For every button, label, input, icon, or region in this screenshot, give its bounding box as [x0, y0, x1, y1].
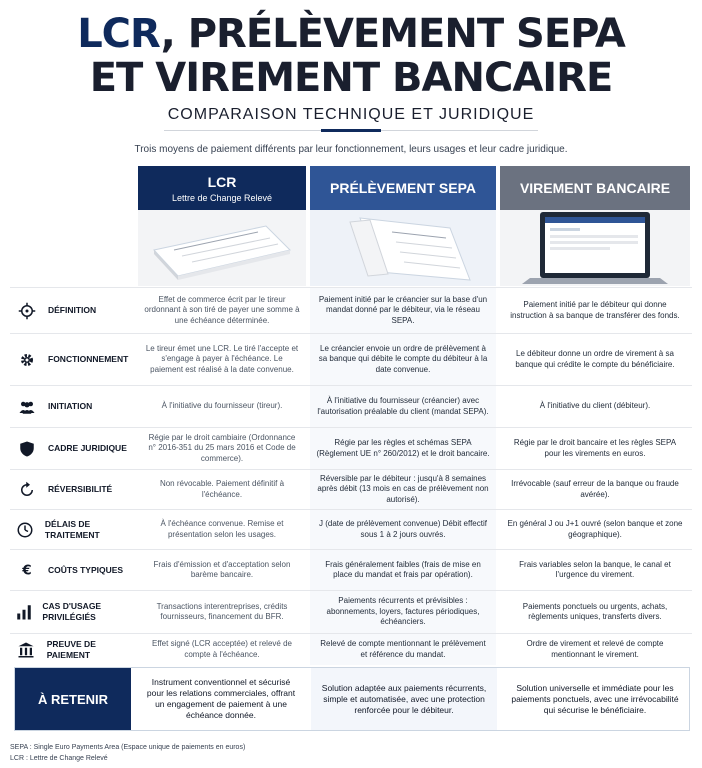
- key-takeaway-virement-text: Solution universelle et immédiate pour les paiements ponctuels, avec une irrévocabilité qui sécurise le bénéficiaire.: [511, 682, 679, 715]
- cell-lcr-text: À l'initiative du fournisseur (tireur).: [161, 401, 283, 411]
- cell-sepa-text: Paiements récurrents et prévisibles : abonnements, loyers, factures périodiques, échéanciers.: [326, 596, 480, 627]
- page-subtitle: COMPARAISON TECHNIQUE ET JURIDIQUE: [167, 106, 535, 123]
- cell-sepa-text: Frais généralement faibles (frais de mise en place du mandat et frais par opération).: [325, 559, 481, 579]
- laptop-illustration: [500, 210, 690, 286]
- table-row: [10, 633, 692, 665]
- cell-lcr-text: Effet signé (LCR acceptée) et relevé de compte à l'échéance.: [152, 639, 292, 659]
- cell-virement: [500, 428, 690, 469]
- cell-virement-text: Paiements ponctuels ou urgents, achats, règlements uniques, transferts divers.: [522, 601, 668, 621]
- table-row: [10, 333, 692, 385]
- cell-virement-text: Irrévocable (sauf erreur de la banque ou fraude avérée).: [511, 479, 679, 499]
- cell-virement: [500, 334, 690, 385]
- row-label-text: CAS D'USAGE PRIVILÉGIÉS: [42, 601, 102, 622]
- table-row: [10, 287, 692, 333]
- key-takeaway-lcr: [135, 668, 307, 730]
- bar-chart-icon: [10, 603, 38, 621]
- footnote-lcr: LCR : Lettre de Change Relevé: [10, 755, 108, 762]
- cell-virement-text: Le débiteur donne un ordre de virement à sa banque qui crédite le compte du bénéficiaire.: [515, 349, 675, 369]
- row-label: [10, 334, 138, 385]
- cell-lcr: [138, 288, 306, 333]
- intro-text: Trois moyens de paiement différents par leur fonctionnement, leurs usages et leur cadre juridique.: [134, 144, 568, 155]
- table-row: [10, 427, 692, 469]
- row-label-text: FONCTIONNEMENT: [48, 354, 129, 364]
- table-row: [10, 509, 692, 549]
- sepa-mandate-illustration: [310, 210, 496, 286]
- cell-sepa: [310, 634, 496, 665]
- cell-sepa: [310, 470, 496, 509]
- table-row: [10, 590, 692, 633]
- cell-virement: [500, 634, 690, 665]
- crosshair-icon: [10, 302, 44, 320]
- table-row: [10, 549, 692, 590]
- cell-lcr-text: Transactions interentreprises, crédits fournisseurs, financement du BFR.: [156, 601, 288, 621]
- cell-lcr-text: Effet de commerce écrit par le tireur ordonnant à son tiré de payer une somme à une échéance déterminée.: [144, 294, 300, 325]
- cell-sepa-text: À l'initiative du fournisseur (créancier) avec l'autorisation préalable du client (mandat SEPA).: [317, 396, 489, 416]
- cell-virement: [500, 386, 690, 427]
- page-title: [0, 12, 702, 56]
- row-label-text: PREUVE DE PAIEMENT: [46, 638, 96, 660]
- cell-sepa-text: Paiement initié par le créancier sur la base d'un mandat donné par le débiteur, via le réseau SEPA.: [318, 294, 488, 325]
- title-block: [0, 12, 702, 124]
- row-label-text: DÉLAIS DE TRAITEMENT: [44, 518, 100, 540]
- cell-virement-text: Paiement initié par le débiteur qui donne instruction à sa banque de transférer des fonds.: [510, 300, 680, 320]
- cell-sepa: [310, 550, 496, 590]
- cell-lcr: [138, 510, 306, 549]
- row-label: [10, 386, 138, 427]
- cell-lcr-text: Le tireur émet une LCR. Le tiré l'accepte et s'engage à payer à l'échéance. Le paiement est réalisé à la date convenue.: [145, 343, 299, 374]
- cell-sepa-text: J (date de prélèvement convenue) Débit effectif sous 1 à 2 jours ouvrés.: [319, 519, 487, 539]
- cell-lcr: [138, 386, 306, 427]
- bank-icon: [10, 641, 43, 659]
- row-label: [10, 288, 138, 333]
- table-row: [10, 385, 692, 427]
- row-label: [10, 591, 138, 633]
- cell-lcr-text: À l'échéance convenue. Remise et présentation selon les usages.: [160, 519, 284, 539]
- cell-virement-text: Ordre de virement et relevé de compte mentionnant le virement.: [526, 639, 664, 659]
- column-header-virement: [500, 166, 690, 210]
- gear-icon: [10, 351, 44, 369]
- key-takeaway-sepa-text: Solution adaptée aux paiements récurrents, simple et automatisée, avec une protection renforcée pour le débiteur.: [321, 682, 487, 715]
- cell-virement: [500, 550, 690, 590]
- row-label-text: DÉFINITION: [48, 305, 97, 315]
- row-label-text: CADRE JURIDIQUE: [48, 443, 127, 453]
- table-row: [10, 469, 692, 509]
- page-title-line2: ET VIREMENT BANCAIRE: [89, 55, 613, 101]
- column-header-sepa: [310, 166, 496, 210]
- title-accent: LCR: [77, 11, 161, 57]
- cell-virement: [500, 470, 690, 509]
- row-label-text: INITIATION: [48, 401, 93, 411]
- key-takeaway-label: À RETENIR: [15, 668, 131, 730]
- cell-virement-text: En général J ou J+1 ouvré (selon banque et zone géographique).: [507, 519, 683, 539]
- key-takeaway-lcr-text: Instrument conventionnel et sécurisé pour les relations commerciales, offrant un engagement de paiement à une échéance donnée.: [146, 677, 296, 720]
- cell-sepa-text: Réversible par le débiteur : jusqu'à 8 semaines après débit (13 mois en cas de prélèvement non autorisé).: [317, 473, 489, 504]
- cell-virement-text: À l'initiative du client (débiteur).: [539, 401, 651, 411]
- shield-icon: [10, 440, 44, 458]
- cell-lcr: [138, 334, 306, 385]
- key-takeaway-sepa: [311, 668, 497, 730]
- users-icon: [10, 398, 44, 416]
- cell-sepa: [310, 591, 496, 633]
- row-label-text: COÛTS TYPIQUES: [48, 564, 124, 575]
- cell-lcr: [138, 591, 306, 633]
- column-title-lcr: LCR: [207, 174, 237, 190]
- cell-lcr: [138, 470, 306, 509]
- cell-virement: [500, 591, 690, 633]
- euro-icon: [10, 561, 44, 579]
- refresh-icon: [10, 481, 44, 499]
- cell-sepa-text: Relevé de compte mentionnant le prélèvement et référence du mandat.: [320, 639, 486, 659]
- key-takeaway-virement: [501, 668, 689, 730]
- key-takeaway-row: [14, 667, 690, 731]
- row-label: [10, 470, 138, 509]
- cell-sepa-text: Régie par les règles et schémas SEPA (Règlement UE n° 260/2012) et le droit bancaire.: [316, 438, 490, 458]
- subtitle-rule-accent: [321, 129, 381, 132]
- row-label: [10, 634, 138, 665]
- cell-sepa: [310, 510, 496, 549]
- cell-lcr-text: Frais d'émission et d'acceptation selon barème bancaire.: [153, 559, 291, 579]
- cell-lcr-text: Régie par le droit cambiaire (Ordonnance n° 2016-351 du 25 mars 2016 et Code de commerce).: [148, 432, 296, 463]
- cell-sepa: [310, 334, 496, 385]
- cell-sepa: [310, 288, 496, 333]
- cell-lcr-text: Non révocable. Paiement définitif à l'échéance.: [159, 479, 285, 499]
- cell-lcr: [138, 428, 306, 469]
- column-title-virement: VIREMENT BANCAIRE: [519, 180, 671, 196]
- column-subtitle-lcr: Lettre de Change Relevé: [171, 193, 273, 203]
- row-label: [10, 550, 138, 590]
- cell-sepa: [310, 428, 496, 469]
- cell-virement: [500, 288, 690, 333]
- cell-virement-text: Régie par le droit bancaire et les règles SEPA pour les virements en euros.: [513, 438, 677, 458]
- cell-sepa-text: Le créancier envoie un ordre de prélèvement à sa banque qui débite le compte du débiteur à la date convenue.: [318, 343, 488, 374]
- cell-lcr: [138, 634, 306, 665]
- cell-virement: [500, 510, 690, 549]
- footnote-sepa: SEPA : Single Euro Payments Area (Espace unique de paiements en euros): [10, 744, 246, 751]
- row-label: [10, 428, 138, 469]
- column-title-sepa: PRÉLÈVEMENT SEPA: [330, 180, 476, 196]
- clock-icon: [10, 521, 41, 539]
- cell-lcr: [138, 550, 306, 590]
- svg-text:€: €: [22, 562, 32, 579]
- cell-virement-text: Frais variables selon la banque, le canal et l'urgence du virement.: [519, 559, 671, 579]
- lcr-document-illustration: [138, 210, 306, 286]
- row-label-text: RÉVERSIBILITÉ: [48, 484, 113, 494]
- title-rest: , PRÉLÈVEMENT SEPA: [160, 11, 625, 57]
- cell-sepa: [310, 386, 496, 427]
- row-label: [10, 510, 138, 549]
- column-header-lcr: [138, 166, 306, 210]
